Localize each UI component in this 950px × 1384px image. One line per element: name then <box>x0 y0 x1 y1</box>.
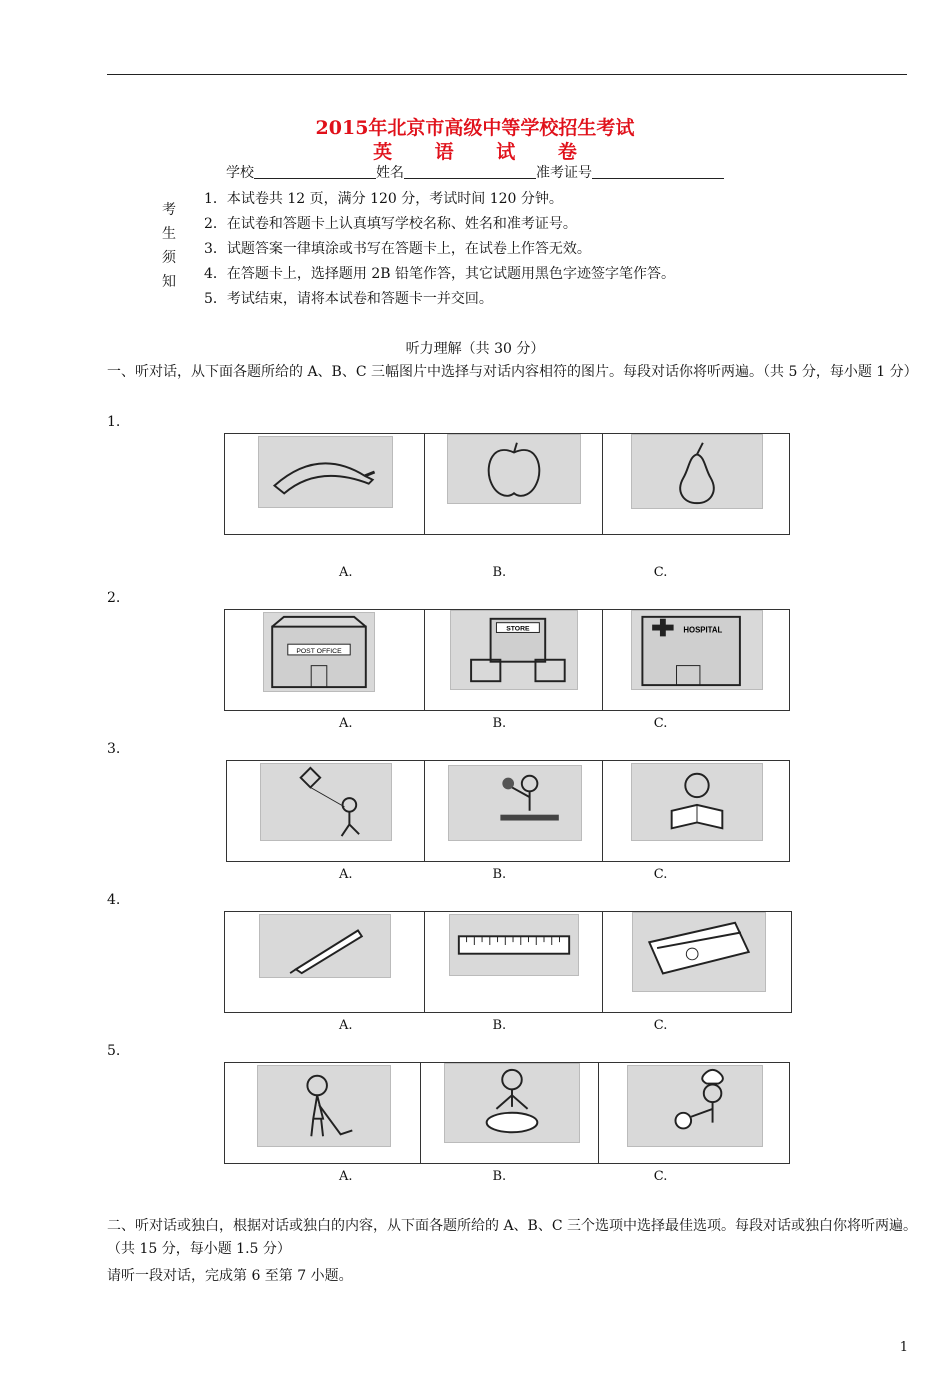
store-picture <box>450 610 578 690</box>
flying-kite-picture <box>260 763 392 841</box>
apple-icon <box>448 435 580 503</box>
pencil-case-picture <box>632 912 766 992</box>
cooking-girl-icon <box>628 1066 762 1146</box>
option-c-cell[interactable] <box>603 761 789 861</box>
reading-boy-icon <box>632 764 762 840</box>
option-b-cell[interactable] <box>425 761 602 861</box>
option-a-label: A. <box>338 1169 353 1184</box>
notice-item: 5．考试结束，请将本试卷和答题卡一并交回。 <box>204 291 493 307</box>
option-b-label: B. <box>492 1018 507 1033</box>
option-a-cell[interactable] <box>225 434 425 534</box>
question-4-option-labels <box>224 1018 790 1033</box>
option-c-cell[interactable] <box>603 434 789 534</box>
question-5-picture-table <box>224 1062 790 1164</box>
notice-item: 1．本试卷共 12 页，满分 120 分，考试时间 120 分钟。 <box>204 191 563 207</box>
ruler-icon <box>450 915 578 975</box>
school-blank[interactable] <box>254 164 376 179</box>
notice-item: 3．试题答案一律填涂或书写在答题卡上，在试卷上作答无效。 <box>204 241 591 257</box>
banana-picture <box>258 436 393 508</box>
ping-pong-picture <box>448 765 582 841</box>
question-3-option-labels <box>224 867 790 882</box>
washing-picture <box>444 1063 580 1143</box>
pencil-case-icon <box>633 913 765 991</box>
option-c-label: C. <box>653 565 668 580</box>
pen-icon <box>260 915 390 977</box>
option-c-label: C. <box>653 1169 668 1184</box>
question-number: 3. <box>107 741 121 757</box>
option-c-cell[interactable] <box>603 610 789 710</box>
notice-label-char: 考 <box>162 202 176 218</box>
option-a-label: A. <box>338 867 353 882</box>
option-c-label: C. <box>653 1018 668 1033</box>
question-1-picture-table <box>224 433 790 535</box>
pear-picture <box>631 434 763 509</box>
option-a-cell[interactable] <box>225 610 425 710</box>
question-2-picture-table <box>224 609 790 711</box>
question-number: 1. <box>107 414 121 430</box>
name-label: 姓名 <box>376 165 404 181</box>
id-blank[interactable] <box>592 164 724 179</box>
option-a-label: A. <box>338 716 353 731</box>
pen-picture <box>259 914 391 978</box>
notice-list <box>204 187 675 312</box>
question-number: 2. <box>107 590 121 606</box>
pear-icon <box>632 435 762 508</box>
option-a-label: A. <box>338 565 353 580</box>
part2-listening-prompt: 请听一段对话，完成第 6 至第 7 小题。 <box>107 1268 353 1284</box>
question-3-picture-table <box>226 760 790 862</box>
store-icon <box>451 611 577 689</box>
exam-subtitle: 英 语 试 卷 <box>373 141 595 163</box>
notice-item: 2．在试卷和答题卡上认真填写学校名称、姓名和准考证号。 <box>204 216 577 232</box>
notice-label-char: 生 <box>162 226 176 242</box>
part1-instructions: 一、听对话，从下面各题所给的 A、B、C 三幅图片中选择与对话内容相符的图片。每段对话你将听两遍。（共 5 分，每小题 1 分） <box>107 364 918 380</box>
name-blank[interactable] <box>404 164 536 179</box>
option-c-label: C. <box>653 716 668 731</box>
school-label: 学校 <box>226 165 254 181</box>
washing-girl-icon <box>445 1064 579 1142</box>
option-a-cell[interactable] <box>225 1063 421 1163</box>
notice-label-char: 知 <box>162 274 176 290</box>
banana-icon <box>259 437 392 507</box>
question-5-option-labels <box>224 1169 790 1184</box>
question-2-option-labels <box>224 716 790 731</box>
post-office-picture <box>263 612 375 692</box>
part2-instructions: 二、听对话或独白，根据对话或独白的内容，从下面各题所给的 A、B、C 三个选项中选择最佳选项。每段对话或独白你将听两遍。（共 15 分，每小题 1.5 分） <box>107 1218 918 1257</box>
exam-title: 2015年北京市高级中等学校招生考试 <box>315 117 635 139</box>
kite-boy-icon <box>261 764 391 840</box>
post-office-icon <box>264 613 374 691</box>
question-number: 4. <box>107 892 121 908</box>
option-b-cell[interactable] <box>425 434 602 534</box>
option-b-cell[interactable] <box>425 610 602 710</box>
option-c-cell[interactable] <box>603 912 791 1012</box>
candidate-info-line <box>0 162 950 182</box>
page-number: 1 <box>899 1340 908 1355</box>
ping-pong-icon <box>449 766 581 840</box>
option-b-cell[interactable] <box>425 912 602 1012</box>
question-number: 5. <box>107 1043 121 1059</box>
hospital-icon <box>632 611 762 689</box>
sweeping-picture <box>257 1065 391 1147</box>
notice-item: 4．在答题卡上，选择题用 2B 铅笔作答，其它试题用黑色字迹签字笔作答。 <box>204 266 676 282</box>
store-sign: STORE <box>506 625 530 633</box>
question-4-picture-table <box>224 911 792 1013</box>
cooking-picture <box>627 1065 763 1147</box>
option-a-cell[interactable] <box>227 761 425 861</box>
option-b-label: B. <box>492 1169 507 1184</box>
sweeping-girl-icon <box>258 1066 390 1146</box>
question-1-option-labels <box>224 565 790 580</box>
reading-book-picture <box>631 763 763 841</box>
hospital-picture <box>631 610 763 690</box>
option-c-label: C. <box>653 867 668 882</box>
option-c-cell[interactable] <box>599 1063 789 1163</box>
notice-label <box>162 198 182 294</box>
ruler-picture <box>449 914 579 976</box>
section-heading: 听力理解（共 30 分） <box>405 341 545 357</box>
option-a-cell[interactable] <box>225 912 425 1012</box>
option-b-label: B. <box>492 565 507 580</box>
option-b-cell[interactable] <box>421 1063 598 1163</box>
post-office-sign: POST OFFICE <box>296 647 342 655</box>
option-b-label: B. <box>492 867 507 882</box>
option-a-label: A. <box>338 1018 353 1033</box>
top-rule <box>107 74 907 75</box>
option-b-label: B. <box>492 716 507 731</box>
id-label: 准考证号 <box>536 165 592 181</box>
notice-label-char: 须 <box>162 250 176 266</box>
hospital-sign: HOSPITAL <box>683 625 722 635</box>
apple-picture <box>447 434 581 504</box>
